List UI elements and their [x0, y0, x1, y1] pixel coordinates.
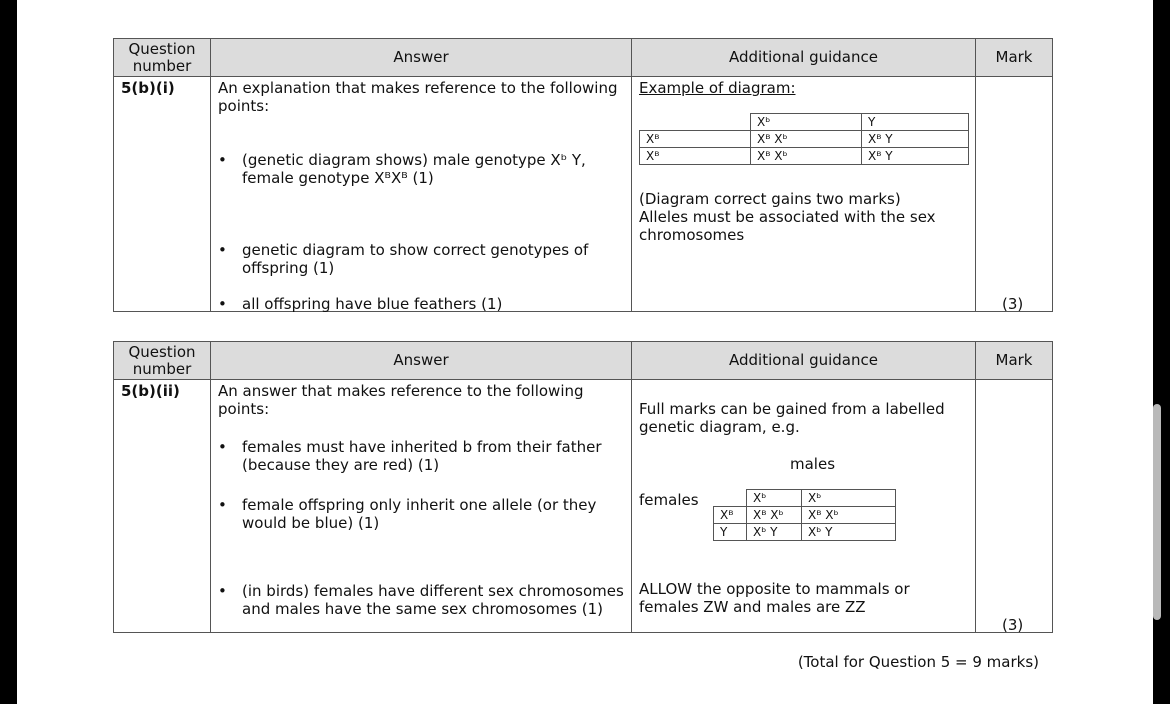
diagram-cell: Xᵇ [802, 490, 896, 507]
diagram-cell: Xᴮ Xᵇ [802, 507, 896, 524]
diagram-cell: Xᵇ [751, 114, 862, 131]
scrollbar-thumb[interactable] [1153, 404, 1161, 620]
guidance-line: (Diagram correct gains two marks) [639, 190, 901, 208]
header-question-number: Question number [128, 342, 196, 378]
allow-text: ALLOW the opposite to mammals or females ZW and males are ZZ [639, 580, 910, 616]
header-mark: Mark [995, 351, 1033, 369]
diagram-cell: Y [862, 114, 969, 131]
diagram-cell: Xᴮ [640, 131, 751, 148]
diagram-cell [640, 114, 751, 131]
example-diagram-label: Example of diagram: [639, 79, 796, 97]
genetic-diagram [639, 113, 969, 165]
answer-intro: An answer that makes reference to the following points: [218, 382, 584, 418]
diagram-cell: Xᴮ Xᵇ [751, 148, 862, 165]
question-number: 5(b)(i) [121, 79, 175, 97]
answer-bullet: • all offspring have blue feathers (1) [218, 295, 503, 313]
answer-bullet: • females must have inherited b from their father (because they are red) (1) [218, 438, 602, 474]
header-question-number: Question number [128, 39, 196, 75]
answer-bullet: • female offspring only inherit one allele (or they would be blue) (1) [218, 496, 597, 532]
females-label: females [639, 491, 699, 509]
answer-intro: An explanation that makes reference to the following points: [218, 79, 618, 115]
answer-bullet: • (in birds) females have different sex chromosomes and males have the same sex chromosomes (1) [218, 582, 624, 618]
header-guidance: Additional guidance [729, 351, 878, 369]
mark-scheme-page [17, 0, 1153, 704]
diagram-cell: Xᵇ Y [802, 524, 896, 541]
diagram-cell: Xᵇ Y [747, 524, 802, 541]
question-number: 5(b)(ii) [121, 382, 180, 400]
question-5bii-table [113, 341, 1053, 633]
header-guidance: Additional guidance [729, 48, 878, 66]
diagram-cell: Xᴮ [714, 507, 747, 524]
diagram-cell: Xᴮ Xᵇ [747, 507, 802, 524]
question-5bi-table [113, 38, 1053, 312]
diagram-cell: Xᴮ [640, 148, 751, 165]
answer-bullet: • (genetic diagram shows) male genotype Xᵇ Y, female genotype XᴮXᴮ (1) [218, 151, 586, 187]
header-answer: Answer [393, 48, 449, 66]
guidance-line: Alleles must be associated with the sex chromosomes [639, 208, 936, 244]
mark-value: (3) [1002, 295, 1024, 313]
males-label: males [790, 455, 836, 473]
genetic-diagram [713, 489, 896, 541]
guidance-intro: Full marks can be gained from a labelled genetic diagram, e.g. [639, 400, 945, 436]
diagram-cell: Xᴮ Y [862, 148, 969, 165]
mark-value: (3) [1002, 616, 1024, 634]
answer-bullet: • genetic diagram to show correct genotypes of offspring (1) [218, 241, 589, 277]
diagram-cell: Xᴮ Xᵇ [751, 131, 862, 148]
diagram-cell: Xᴮ Y [862, 131, 969, 148]
header-mark: Mark [995, 48, 1033, 66]
diagram-cell [714, 490, 747, 507]
total-marks: (Total for Question 5 = 9 marks) [797, 653, 1039, 671]
diagram-cell: Y [714, 524, 747, 541]
header-answer: Answer [393, 351, 449, 369]
diagram-cell: Xᵇ [747, 490, 802, 507]
